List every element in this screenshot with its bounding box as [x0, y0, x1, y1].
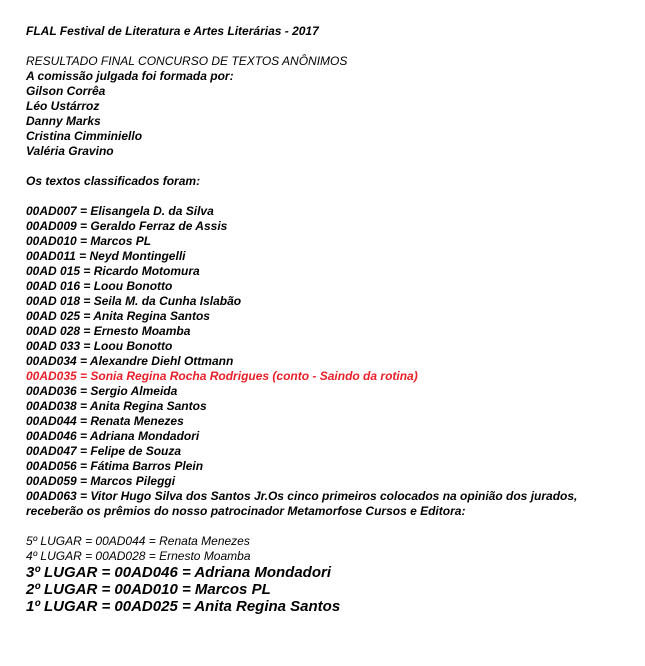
entry-line: 00AD011 = Neyd Montingelli — [26, 249, 186, 263]
entry-line: 00AD 025 = Anita Regina Santos — [26, 309, 210, 323]
document-title: FLAL Festival de Literatura e Artes Literárias - 2017 — [26, 24, 319, 38]
entry-line: 00AD 015 = Ricardo Motomura — [26, 264, 200, 278]
entry-line-with-note: 00AD063 = Vitor Hugo Silva dos Santos Jr.Os cinco primeiros colocados na opinião dos jurados, receberão os prêmios do nosso patrocinador Metamorfose Cursos e Editora: — [26, 489, 578, 518]
entry-line: 00AD 018 = Seila M. da Cunha Islabão — [26, 294, 242, 308]
entry-line: 00AD056 = Fátima Barros Plein — [26, 459, 204, 473]
entry-line: 00AD038 = Anita Regina Santos — [26, 399, 207, 413]
committee-member: Cristina Cimminiello — [26, 129, 143, 143]
spacer — [26, 189, 638, 204]
entry-line: 00AD 033 = Loou Bonotto — [26, 339, 173, 353]
entry-line: 00AD059 = Marcos Pileggi — [26, 474, 176, 488]
document-body — [26, 24, 638, 615]
place-5: 5º LUGAR = 00AD044 = Renata Menezes — [26, 534, 250, 548]
committee-member: Léo Ustárroz — [26, 99, 100, 113]
place-3: 3º LUGAR = 00AD046 = Adriana Mondadori — [26, 564, 331, 581]
entry-line: 00AD047 = Felipe de Souza — [26, 444, 182, 458]
place-4: 4º LUGAR = 00AD028 = Ernesto Moamba — [26, 549, 251, 563]
committee-intro: A comissão julgada foi formada por: — [26, 69, 234, 83]
result-heading: RESULTADO FINAL CONCURSO DE TEXTOS ANÔNIMOS — [26, 54, 348, 68]
entry-line: 00AD007 = Elisangela D. da Silva — [26, 204, 214, 218]
entry-line-highlighted: 00AD035 = Sonia Regina Rocha Rodrigues (conto - Saindo da rotina) — [26, 369, 418, 383]
entry-line: 00AD010 = Marcos PL — [26, 234, 152, 248]
place-2: 2º LUGAR = 00AD010 = Marcos PL — [26, 581, 271, 598]
entry-line: 00AD034 = Alexandre Diehl Ottmann — [26, 354, 234, 368]
entry-line: 00AD036 = Sergio Almeida — [26, 384, 178, 398]
entry-line: 00AD046 = Adriana Mondadori — [26, 429, 200, 443]
committee-member: Danny Marks — [26, 114, 101, 128]
entry-line: 00AD009 = Geraldo Ferraz de Assis — [26, 219, 228, 233]
committee-member: Gilson Corrêa — [26, 84, 106, 98]
committee-member: Valéria Gravino — [26, 144, 114, 158]
spacer — [26, 519, 638, 534]
entry-line: 00AD044 = Renata Menezes — [26, 414, 184, 428]
entry-line: 00AD 028 = Ernesto Moamba — [26, 324, 191, 338]
spacer — [26, 39, 638, 54]
classified-intro: Os textos classificados foram: — [26, 174, 201, 188]
entry-line: 00AD 016 = Loou Bonotto — [26, 279, 173, 293]
spacer — [26, 159, 638, 174]
place-1: 1º LUGAR = 00AD025 = Anita Regina Santos — [26, 598, 341, 615]
